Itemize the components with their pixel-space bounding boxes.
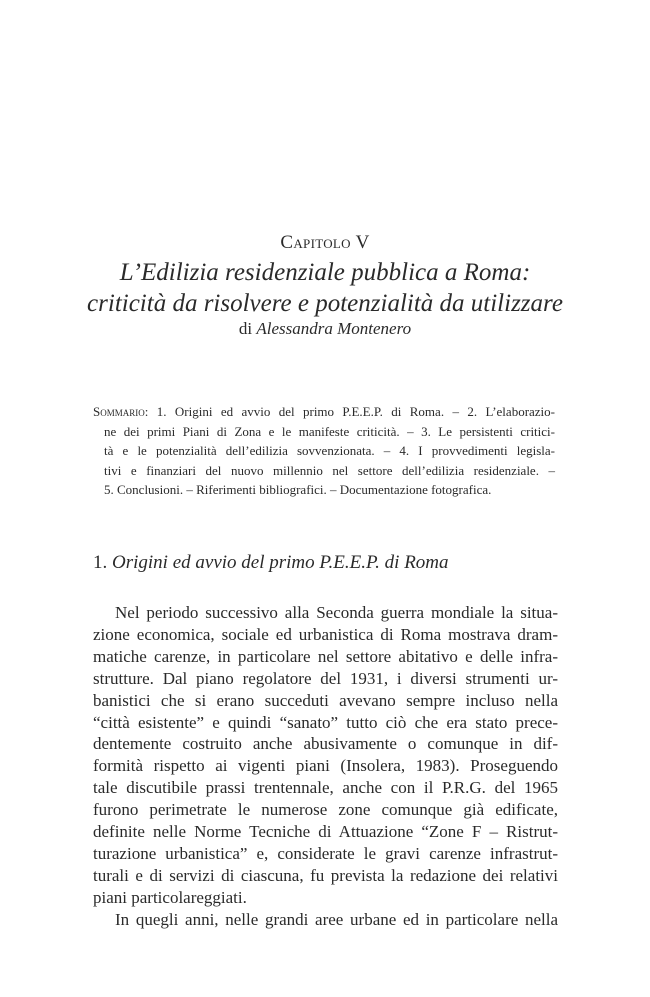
summary-line: ne dei primi Piani di Zona e le manifeste criticità. – 3. Le persistenti critici-	[104, 423, 555, 439]
summary-line: tà e le potenzialità dell’edilizia sovvenzionata. – 4. I provvedimenti legisla-	[104, 443, 555, 458]
body-text	[93, 602, 558, 931]
summary-label: Sommario:	[93, 404, 149, 419]
chapter-author	[0, 319, 650, 339]
chapter-label-prefix: Capitolo	[280, 232, 351, 253]
body-line: formità rispetto ai vigenti piani (Insolera, 1983). Proseguendo	[93, 756, 558, 776]
body-line: furono perimetrate le numerose zone comunque già edificate,	[93, 800, 558, 820]
body-line: zione economica, sociale ed urbanistica di Roma mostrava dram-	[93, 624, 558, 644]
body-line: piani particolareggiati.	[93, 887, 247, 907]
summary-line: tivi e finanziari del nuovo millennio nel settore dell’edilizia residenziale. –	[104, 462, 555, 478]
body-line: definite nelle Norme Tecniche di Attuazione “Zone F – Ristrut-	[93, 822, 558, 842]
body-line: tale discutibile prassi trentennale, anche con il P.R.G. del 1965	[93, 778, 558, 798]
body-line: turazione urbanistica” e, considerate le gravi carenze infrastrut-	[93, 843, 558, 863]
section-heading	[93, 552, 449, 574]
chapter-title-line: L’Edilizia residenziale pubblica a Roma:	[119, 259, 531, 286]
author-prefix: di	[238, 319, 253, 338]
chapter-number: V	[355, 232, 370, 253]
chapter-label	[0, 232, 650, 254]
body-line: “città esistente” e quindi “sanato” tutto ciò che era stato prece-	[93, 712, 558, 732]
chapter-summary	[93, 402, 555, 500]
summary-line: 5. Conclusioni. – Riferimenti bibliografici. – Documentazione fotografica.	[104, 482, 492, 497]
author-name: Alessandra Montenero	[256, 319, 412, 338]
body-line: matiche carenze, in particolare nel settore abitativo e delle infra-	[93, 646, 558, 666]
body-line: dentemente costruito anche abusivamente o comunque in dif-	[93, 734, 558, 754]
body-line: strutture. Dal piano regolatore del 1931, i diversi strumenti ur-	[93, 668, 558, 688]
chapter-title	[0, 257, 650, 319]
summary-line-text: 1. Origini ed avvio del primo P.E.E.P. di Roma. – 2. L’elaborazio-	[156, 404, 555, 419]
body-line: turali e di servizi di ciascuna, fu prevista la redazione dei relativi	[93, 865, 558, 885]
section-title: Origini ed avvio del primo P.E.E.P. di Roma	[112, 552, 449, 573]
section-number: 1.	[93, 552, 108, 573]
summary-line	[93, 402, 555, 422]
body-line: In quegli anni, nelle grandi aree urbane ed in particolare nella	[115, 909, 558, 929]
body-line: Nel periodo successivo alla Seconda guerra mondiale la situa-	[115, 603, 558, 622]
body-line: banistici che si erano succeduti avevano sempre incluso nella	[93, 690, 558, 710]
chapter-title-line: criticità da risolvere e potenzialità da utilizzare	[87, 290, 563, 317]
